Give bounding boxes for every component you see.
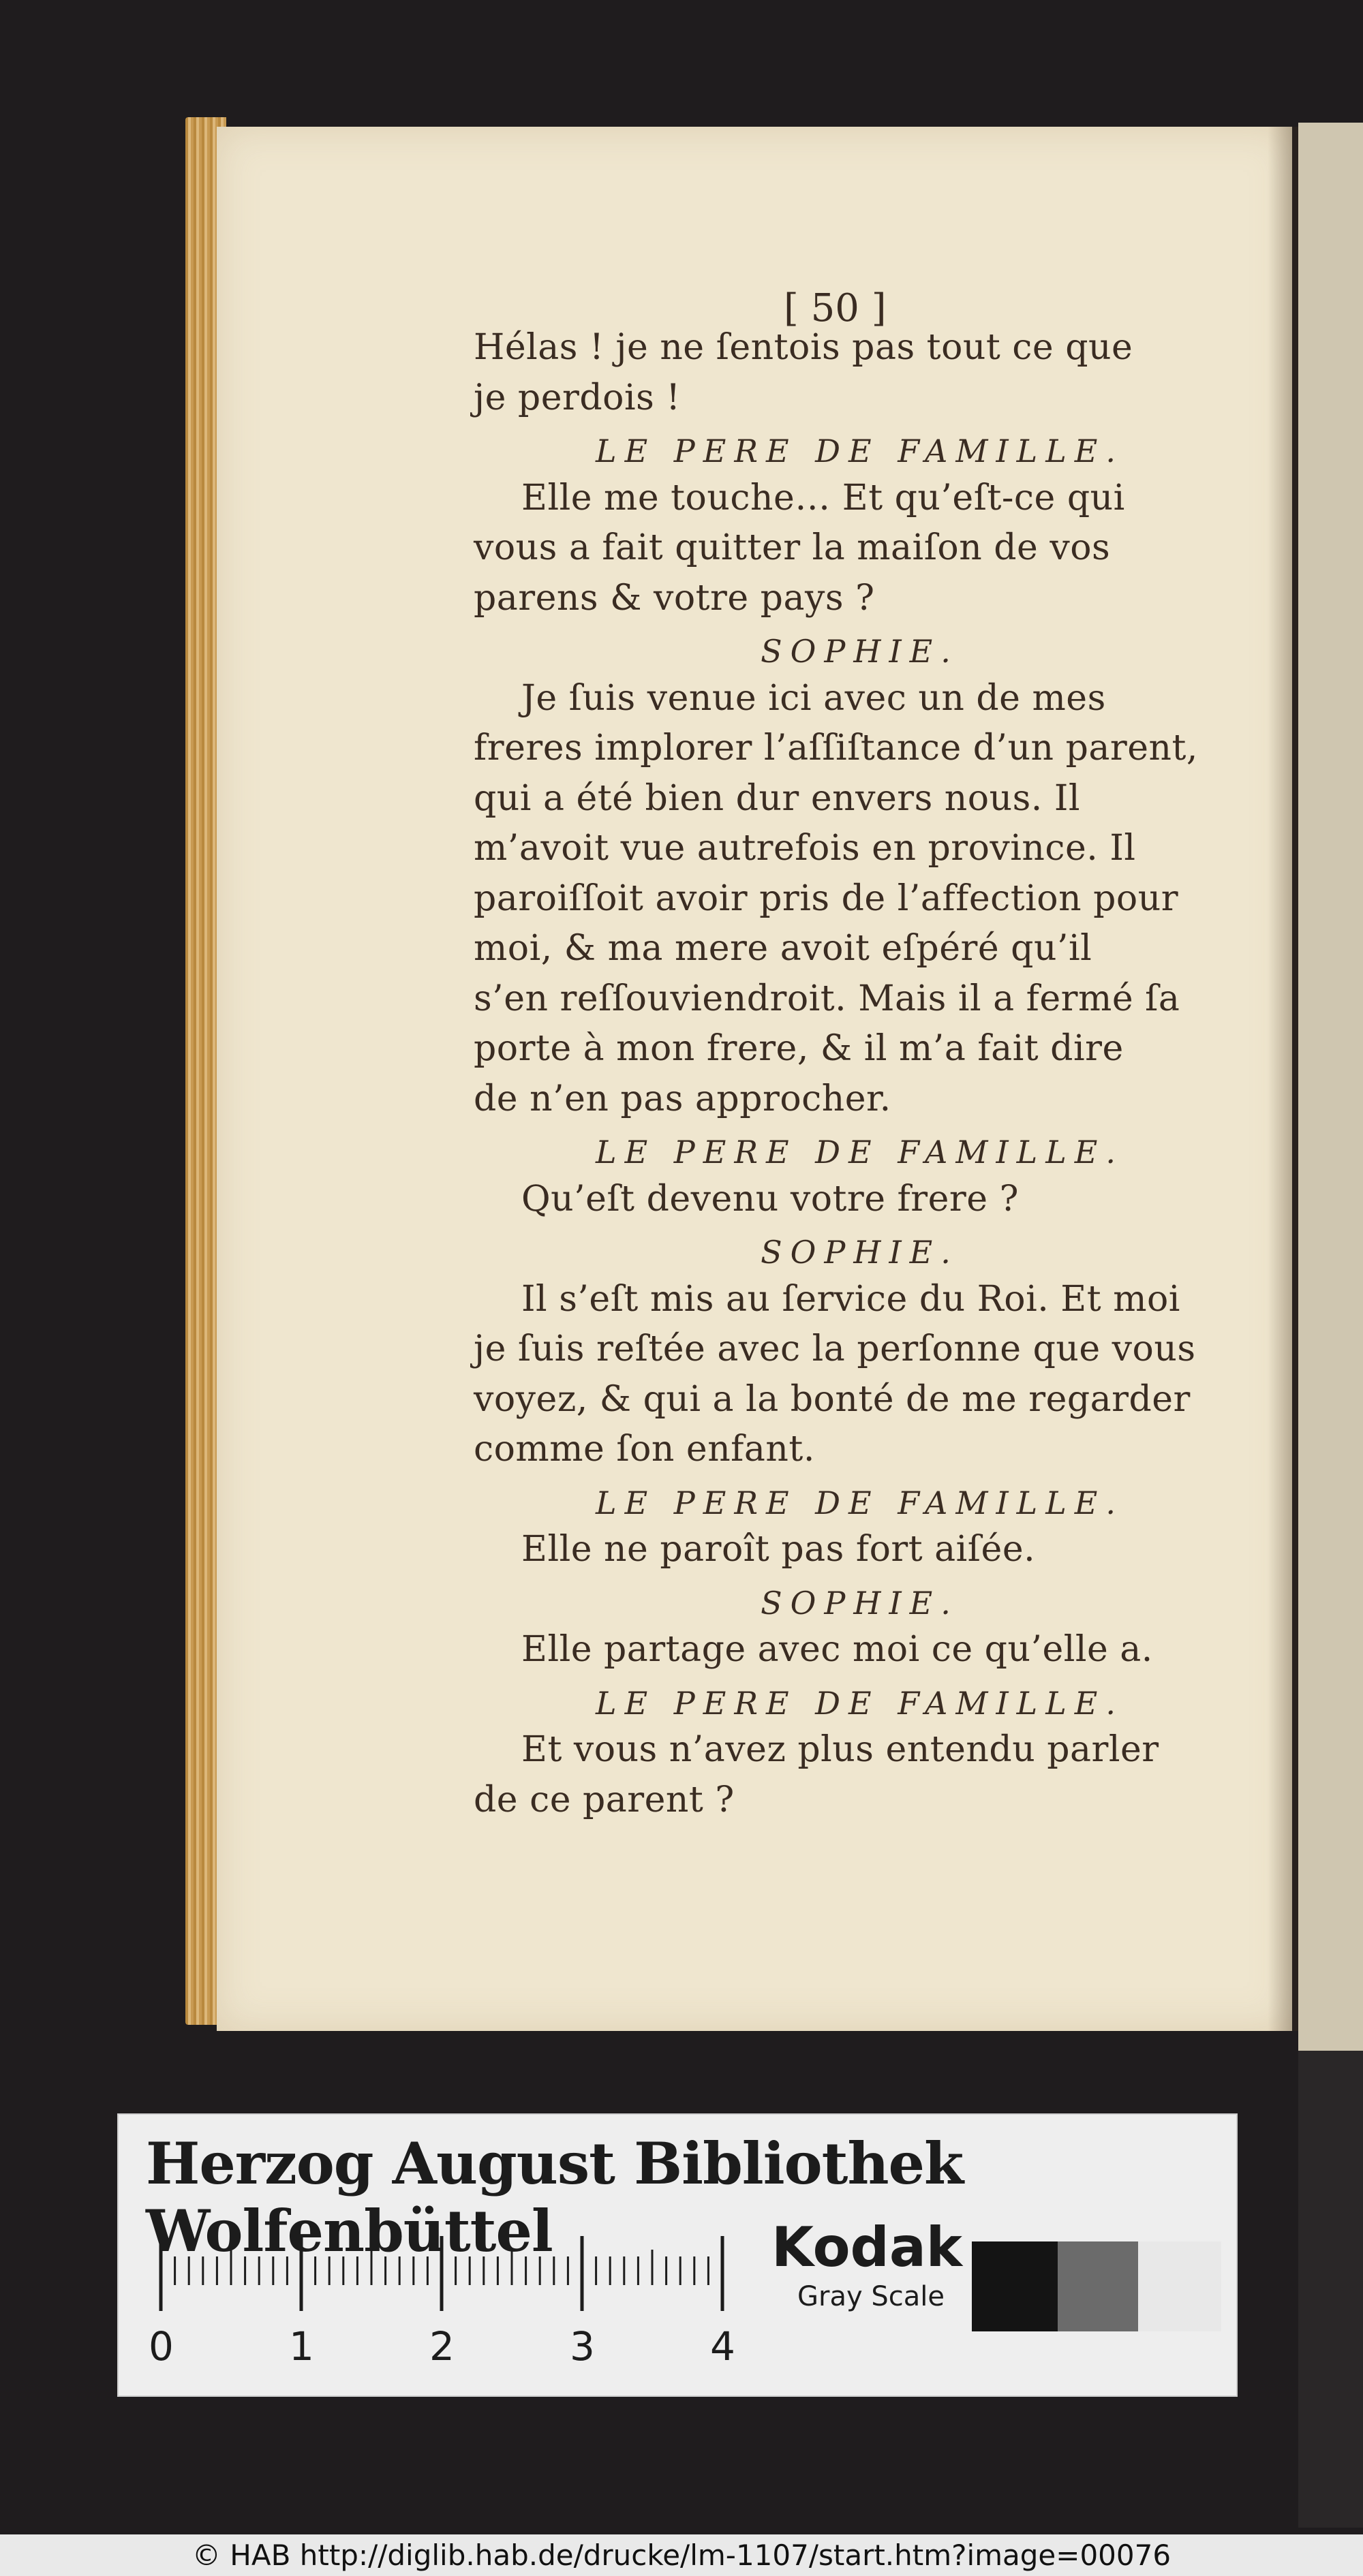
text-line: voyez, & qui a la bonté de me regarder bbox=[474, 1378, 1191, 1420]
text-line: porte à mon frere, & il m’a fait dire bbox=[474, 1028, 1124, 1069]
text-line: Je ſuis venue ici avec un de mes bbox=[521, 677, 1106, 719]
gray-scale-label: Gray Scale bbox=[797, 2281, 945, 2312]
text-line: Hélas ! je ne ſentois pas tout ce que bbox=[474, 327, 1133, 368]
text-line: je perdois ! bbox=[474, 377, 681, 418]
speaker-name: SOPHIE. bbox=[761, 1234, 959, 1271]
gutter-shadow bbox=[1268, 127, 1298, 2031]
text-line: Et vous n’avez plus entendu parler bbox=[521, 1729, 1159, 1770]
ruler-number: 2 bbox=[429, 2323, 455, 2370]
institution-name: Herzog August Bibliothek Wolfenbüttel bbox=[146, 2130, 964, 2265]
text-line: moi, & ma mere avoit eſpéré qu’il bbox=[474, 928, 1092, 969]
text-line: m’avoit vue autrefois en province. Il bbox=[474, 828, 1136, 869]
speaker-name: LE PERE DE FAMILLE. bbox=[596, 433, 1124, 469]
text-line: de n’en pas approcher. bbox=[474, 1078, 891, 1119]
speaker-name: SOPHIE. bbox=[761, 1584, 959, 1621]
text-line: paroiſſoit avoir pris de l’affection pour bbox=[474, 878, 1179, 919]
text-line: vous a fait quitter la maiſon de vos bbox=[474, 527, 1111, 568]
text-line: Elle ne paroît pas fort aiſée. bbox=[521, 1529, 1036, 1570]
ruler-scale bbox=[153, 2236, 725, 2311]
page-number: [ 50 ] bbox=[784, 286, 887, 330]
gray-patch bbox=[1058, 2241, 1138, 2331]
ruler-number: 0 bbox=[149, 2323, 174, 2370]
text-line: je ſuis reſtée avec la perſonne que vous bbox=[474, 1329, 1196, 1369]
text-line: freres implorer l’aſſiſtance d’un parent, bbox=[474, 728, 1198, 769]
ruler-number: 4 bbox=[710, 2323, 735, 2370]
text-line: Il s’eſt mis au ſervice du Roi. Et moi bbox=[521, 1278, 1180, 1320]
text-line: parens & votre pays ? bbox=[474, 577, 875, 619]
speaker-name: LE PERE DE FAMILLE. bbox=[596, 1484, 1124, 1521]
copyright-footer: © HAB http://diglib.hab.de/drucke/lm-1107/start.htm?image=00076 bbox=[0, 2534, 1363, 2576]
speaker-name: LE PERE DE FAMILLE. bbox=[596, 1134, 1124, 1170]
speaker-name: LE PERE DE FAMILLE. bbox=[596, 1684, 1124, 1722]
gray-patch bbox=[972, 2241, 1058, 2331]
text-line: s’en reſſouviendroit. Mais il a fermé ſa bbox=[474, 978, 1180, 1019]
text-line: Elle me touche… Et qu’eſt-ce qui bbox=[521, 477, 1125, 518]
speaker-name: SOPHIE. bbox=[761, 633, 959, 670]
kodak-logo: Kodak bbox=[771, 2216, 962, 2279]
text-line: Qu’eſt devenu votre frere ? bbox=[521, 1178, 1019, 1220]
color-calibration-bar bbox=[117, 2113, 1238, 2397]
text-line: qui a été bien dur envers nous. Il bbox=[474, 777, 1081, 819]
next-page-edge bbox=[1298, 123, 1363, 2051]
ruler-number: 1 bbox=[289, 2323, 314, 2370]
text-line: Elle partage avec moi ce qu’elle a. bbox=[521, 1629, 1153, 1670]
text-line: de ce parent ? bbox=[474, 1779, 735, 1820]
gray-patch bbox=[1138, 2241, 1221, 2331]
next-page-shadow bbox=[1298, 2051, 1363, 2528]
ruler-number: 3 bbox=[570, 2323, 595, 2370]
text-line: comme ſon enfant. bbox=[474, 1429, 815, 1470]
